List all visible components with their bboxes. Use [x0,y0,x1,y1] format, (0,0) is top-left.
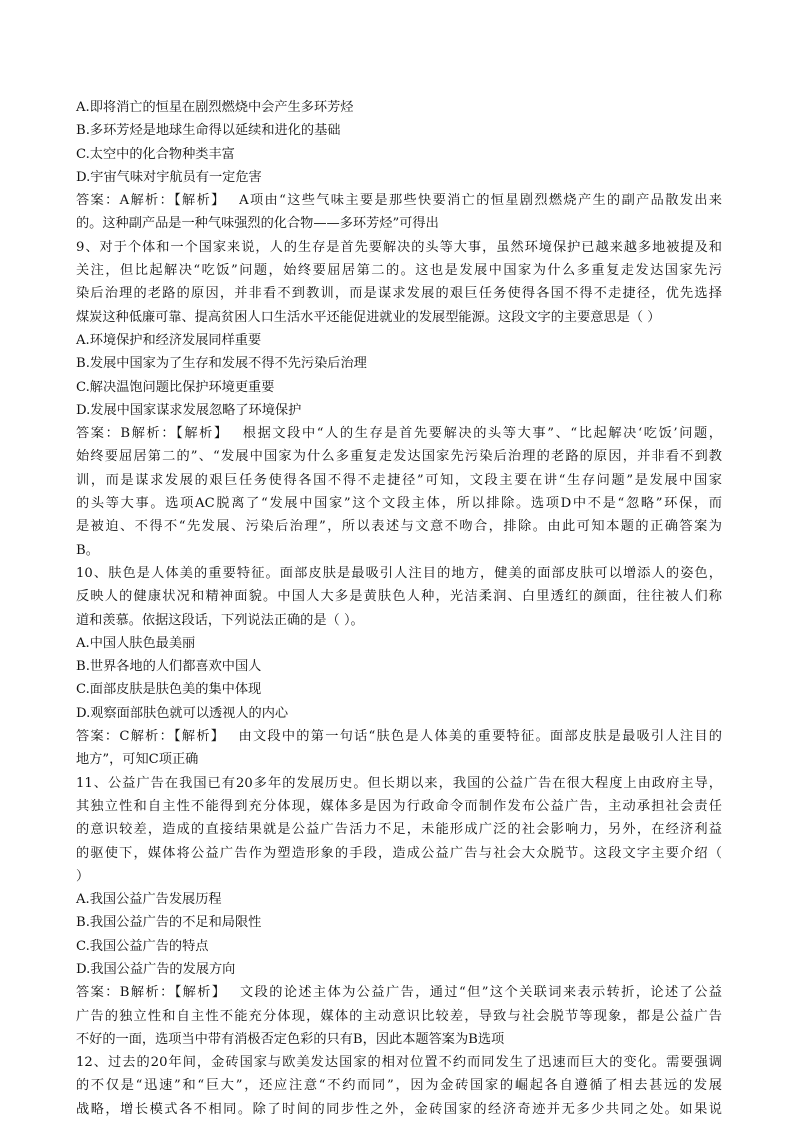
text-line: B.我国公益广告的不足和局限性 [76,915,262,931]
text-line: 的。这种副产品是一种气味强烈的化合物——多环芳烃”可得出 [76,216,439,232]
text-line: 11、公益广告在我国已有20多年的发展历史。但长期以来，我国的公益广告在很大程度上由政府主导， [76,775,722,791]
text-line: B。 [76,542,99,558]
text-line: 的头等大事。选项AC脱离了“发展中国家”这个文段主体，所以排除。选项D中不是“忽略”环保，而 [76,496,722,512]
text-line: 的不仅是“迅速”和“巨大”，还应注意“不约而同”，因为金砖国家的崛起各自遵循了相去甚远的发展 [76,1078,722,1094]
text-line: 反映人的健康状况和精神面貌。中国人大多是黄肤色人种，光洁柔润、白里透红的颜面，往往被人们称 [76,589,722,605]
text-line: 12、过去的20年间，金砖国家与欧美发达国家的相对位置不约而同发生了迅速而巨大的变化。需要强调 [76,1055,722,1071]
text-line: B.发展中国家为了生存和发展不得不先污染后治理 [76,356,367,372]
text-line: 煤炭这种低廉可靠、提高贫困人口生活水平还能促进就业的发展型能源。这段文字的主要意思是（ ） [76,309,661,325]
text-line: 答案：C解析：【解析】 由文段中的第一句话“肤色是人体美的重要特征。面部皮肤是最吸引人注目的 [76,729,722,745]
text-line: 道和羡慕。依据这段话，下列说法正确的是（ ）。 [76,612,364,628]
text-line: 9、对于个体和一个国家来说，人的生存是首先要解决的头等大事，虽然环境保护已越来越多地被提及和 [76,239,722,255]
text-line: D.宇宙气味对宇航员有一定危害 [76,169,262,185]
text-line: C.我国公益广告的特点 [76,938,209,954]
text-line: C.解决温饱问题比保护环境更重要 [76,379,275,395]
text-line: ） [76,868,90,884]
text-line: D.我国公益广告的发展方向 [76,961,236,977]
text-line: C.太空中的化合物种类丰富 [76,146,235,162]
text-line: 10、肤色是人体美的重要特征。面部皮肤是最吸引人注目的地方，健美的面部皮肤可以增添人的姿色， [76,565,722,581]
text-line: C.面部皮肤是肤色美的集中体现 [76,682,262,698]
text-line: B.世界各地的人们都喜欢中国人 [76,659,262,675]
text-line: A.环境保护和经济发展同样重要 [76,332,262,348]
text-line: D.观察面部肤色就可以透视人的内心 [76,705,289,721]
text-line: 的意识较差，造成的直接结果就是公益广告活力不足，未能形成广泛的社会影响力，另外，在经济利益 [76,822,722,838]
text-line: 答案：A解析：【解析】 A项由“这些气味主要是那些快要消亡的恒星剧烈燃烧产生的副产品散发出来 [76,193,722,209]
text-line: 答案：B解析：【解析】 根据文段中“人的生存是首先要解决的头等大事”、“比起解决‘吃饭’问题， [76,426,722,442]
document-page [76,96,722,1121]
text-line: A.中国人肤色最美丽 [76,635,196,651]
text-line: 广告的独立性和自主性不能充分体现，媒体的主动意识比较差，导致与社会脱节等现象，都是公益广告 [76,1008,722,1024]
text-line: 始终要屈居第二的”、“发展中国家为什么多重复走发达国家先污染后治理的老路的原因，并非看不到教 [76,449,722,465]
text-line: 战略，增长模式各不相同。除了时间的同步性之外，金砖国家的经济奇迹并无多少共同之处。如果说 [76,1101,722,1117]
text-line: D.发展中国家谋求发展忽略了环境保护 [76,402,302,418]
text-line: 不好的一面，选项当中带有消极否定色彩的只有B，因此本题答案为B选项 [76,1031,505,1047]
text-line: 地方”，可知C项正确 [76,752,199,768]
text-line: 是被迫、不得不“先发展、污染后治理”，所以表述与文意不吻合，排除。由此可知本题的正确答案为 [76,519,722,535]
text-line: A.我国公益广告发展历程 [76,892,222,908]
text-line: 训，而是谋求发展的艰巨任务使得各国不得不走捷径”可知，文段主要在讲“生存问题”是发展中国家 [76,472,722,488]
text-line: 的驱使下，媒体将公益广告作为塑造形象的手段，造成公益广告与社会大众脱节。这段文字主要介绍（ [76,845,722,861]
text-line: 其独立性和自主性不能得到充分体现，媒体多是因为行政命令而制作发布公益广告，主动承担社会责任 [76,798,722,814]
text-line: A.即将消亡的恒星在剧烈燃烧中会产生多环芳烃 [76,100,354,115]
text-line: B.多环芳烃是地球生命得以延续和进化的基础 [76,123,341,139]
text-line: 关注，但比起解决“吃饭”问题，始终要屈居第二的。这也是发展中国家为什么多重复走发达国家先污 [76,263,722,279]
text-line: 染后治理的老路的原因，并非看不到教训，而是谋求发展的艰巨任务使得各国不得不走捷径，优先选择 [76,286,722,302]
text-line: 答案：B解析：【解析】 文段的论述主体为公益广告，通过“但”这个关联词来表示转折，论述了公益 [76,985,722,1001]
